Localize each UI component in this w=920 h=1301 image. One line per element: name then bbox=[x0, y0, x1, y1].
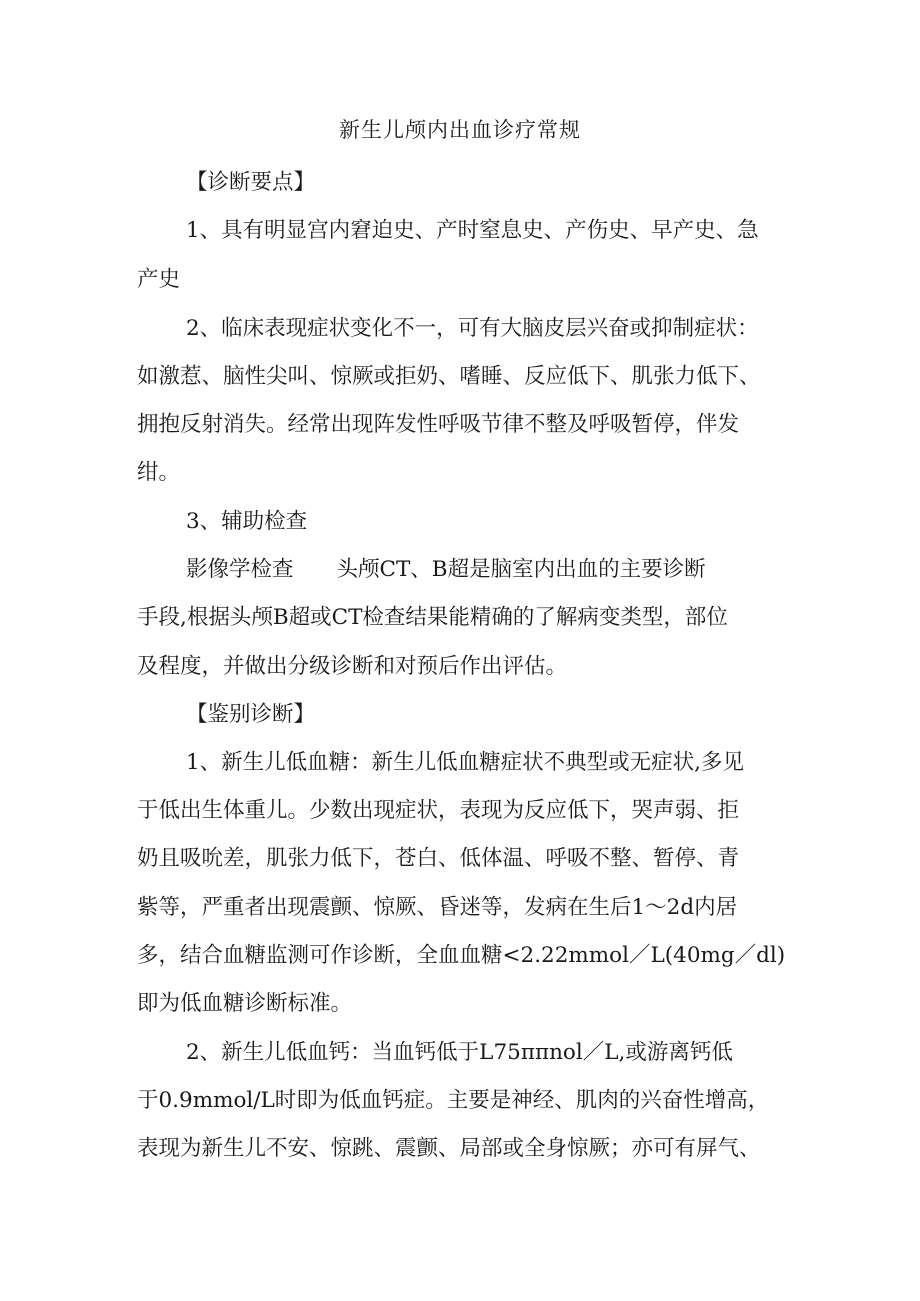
paragraph-line: 手段,根据头颅B超或CT检查结果能精确的了解病变类型，部位 bbox=[137, 605, 728, 630]
paragraph-line: 2、临床表现症状变化不一，可有大脑皮层兴奋或抑制症状： bbox=[186, 316, 759, 341]
paragraph-line: 1、新生儿低血糖：新生儿低血糖症状不典型或无症状,多见 bbox=[186, 750, 745, 775]
paragraph-line: 及程度，并做出分级诊断和对预后作出评估。 bbox=[137, 654, 568, 679]
paragraph-line: 2、新生儿低血钙：当血钙低于L75ππnol／L,或游离钙低 bbox=[186, 1040, 733, 1065]
paragraph-line: 奶且吸吮差，肌张力低下，苍白、低体温、呼吸不整、暂停、青 bbox=[137, 846, 740, 871]
paragraph-line: 紫等，严重者出现震颤、惊厥、昏迷等，发病在生后1～2d内居 bbox=[137, 895, 738, 920]
paragraph-line: 3、辅助检查 bbox=[186, 509, 308, 534]
paragraph-line: 影像学检查 头颅CT、B超是脑室内出血的主要诊断 bbox=[186, 557, 706, 582]
paragraph-line: 即为低血糖诊断标准。 bbox=[137, 991, 353, 1016]
paragraph-line: 拥抱反射消失。经常出现阵发性呼吸节律不整及呼吸暂停，伴发 bbox=[137, 412, 740, 437]
differential-heading: 【鉴别诊断】 bbox=[186, 702, 316, 727]
paragraph-line: 于低出生体重儿。少数出现症状，表现为反应低下，哭声弱、拒 bbox=[137, 798, 740, 823]
diagnosis-heading: 【诊断要点】 bbox=[186, 170, 316, 195]
paragraph-line: 表现为新生儿不安、惊跳、震颤、局部或全身惊厥；亦可有屏气、 bbox=[137, 1136, 761, 1161]
page-title: 新生儿颅内出血诊疗常规 bbox=[339, 118, 581, 142]
paragraph-line: 于0.9mmol/L时即为低血钙症。主要是神经、肌肉的兴奋性增高， bbox=[137, 1088, 770, 1113]
paragraph-line: 如激惹、脑性尖叫、惊厥或拒奶、嗜睡、反应低下、肌张力低下、 bbox=[137, 364, 761, 389]
paragraph-line: 多，结合血糖监测可作诊断，全血血糖<2.22mmol／L(40mg／dl) bbox=[137, 943, 786, 968]
paragraph-line: 1、具有明显宫内窘迫史、产时窒息史、产伤史、早产史、急 bbox=[186, 218, 759, 243]
paragraph-line: 产史 bbox=[137, 267, 181, 292]
paragraph-line: 绀。 bbox=[137, 460, 181, 485]
